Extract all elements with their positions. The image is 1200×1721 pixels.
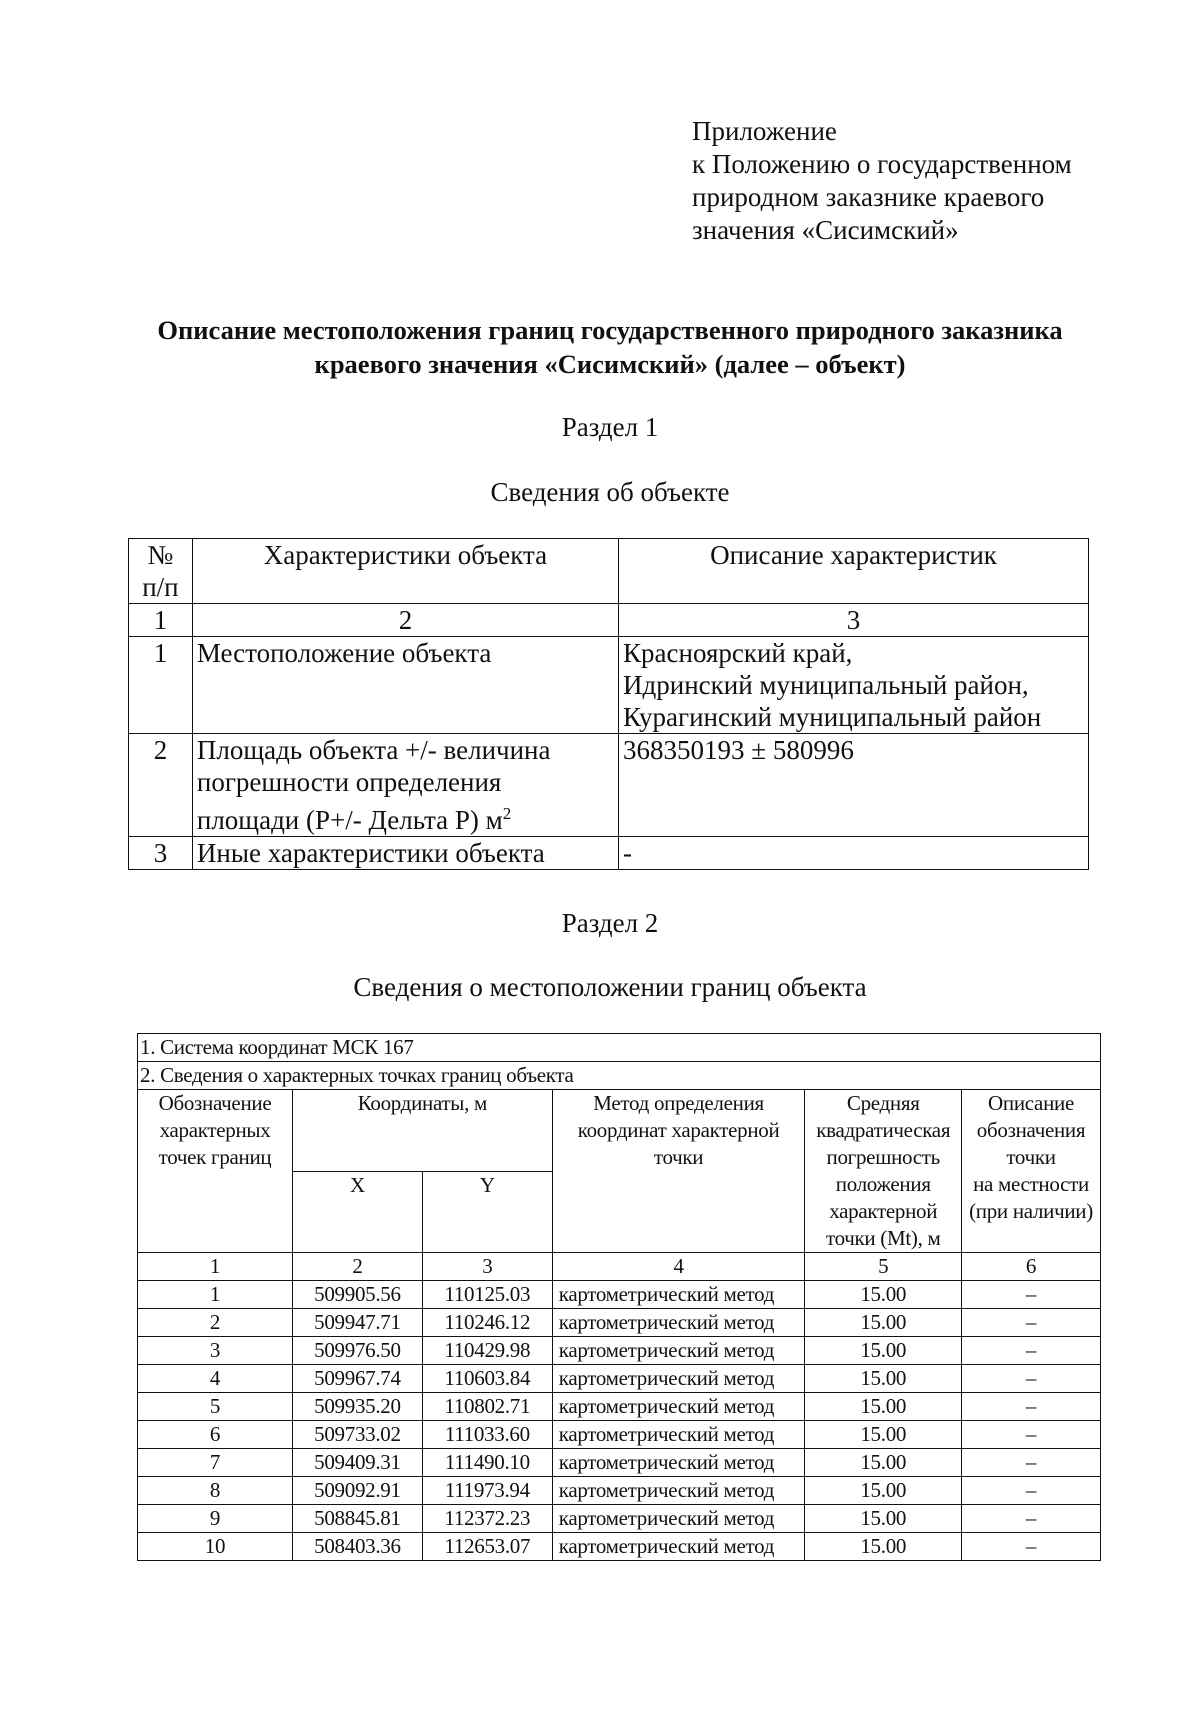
point-id: 6 [138, 1421, 293, 1449]
header-error [805, 1090, 962, 1253]
point-id: 3 [138, 1337, 293, 1365]
point-x: 509092.91 [292, 1477, 422, 1505]
table-row [138, 1365, 1101, 1393]
point-x: 509905.56 [292, 1281, 422, 1309]
point-x: 509976.50 [292, 1337, 422, 1365]
points-table-body [138, 1281, 1101, 1561]
coordinate-system: 1. Система координат МСК 167 [138, 1034, 1101, 1062]
characteristic-text: площади (Р+/- Дельта Р) м [196, 805, 503, 835]
appendix-note [692, 115, 1072, 247]
point-y: 111973.94 [422, 1477, 552, 1505]
characteristic-line: погрешности определения [196, 767, 502, 797]
column-number: 6 [962, 1253, 1101, 1281]
header-line: положения [835, 1172, 931, 1196]
boundary-points-table [137, 1033, 1101, 1561]
header-line: Описание [988, 1091, 1074, 1115]
table-header-row [138, 1090, 1101, 1172]
point-description: – [962, 1421, 1101, 1449]
point-error: 15.00 [805, 1421, 962, 1449]
point-method: картометрический метод [552, 1477, 805, 1505]
point-x: 509409.31 [292, 1449, 422, 1477]
row-description: - [619, 837, 1089, 870]
point-y: 110246.12 [422, 1309, 552, 1337]
point-description: – [962, 1449, 1101, 1477]
point-method: картометрический метод [552, 1505, 805, 1533]
header-x: X [292, 1171, 422, 1253]
description-line: Курагинский муниципальный район [623, 702, 1042, 732]
header-method [552, 1090, 805, 1253]
point-id: 5 [138, 1393, 293, 1421]
point-y: 110802.71 [422, 1393, 552, 1421]
header-line: точки [653, 1145, 704, 1169]
section1-heading: Раздел 1 [561, 412, 659, 442]
header-line: характерных [159, 1118, 271, 1142]
unit-superscript: 2 [502, 804, 512, 823]
point-error: 15.00 [805, 1365, 962, 1393]
table-row [138, 1337, 1101, 1365]
header-line: квадратическая [816, 1118, 951, 1142]
point-y: 110603.84 [422, 1365, 552, 1393]
document-title-line: краевого значения «Сисимский» (далее – объект) [314, 349, 906, 379]
point-y: 111033.60 [422, 1421, 552, 1449]
points-info-row [138, 1062, 1101, 1090]
table-row [138, 1533, 1101, 1561]
header-line: точки [1006, 1145, 1056, 1169]
point-y: 110429.98 [422, 1337, 552, 1365]
appendix-line: природном заказнике краевого [692, 182, 1045, 212]
point-description: – [962, 1393, 1101, 1421]
column-number: 5 [805, 1253, 962, 1281]
point-id: 1 [138, 1281, 293, 1309]
header-no-line: № [147, 540, 174, 570]
table-header-row [129, 539, 1089, 604]
point-method: картометрический метод [552, 1281, 805, 1309]
point-error: 15.00 [805, 1309, 962, 1337]
header-line: обозначения [976, 1118, 1086, 1142]
column-number: 2 [192, 604, 618, 637]
point-method: картометрический метод [552, 1365, 805, 1393]
point-id: 8 [138, 1477, 293, 1505]
point-x: 509733.02 [292, 1421, 422, 1449]
point-method: картометрический метод [552, 1533, 805, 1561]
appendix-line: Приложение [692, 116, 837, 146]
description-line: Красноярский край, [623, 638, 853, 668]
header-coordinates: Координаты, м [292, 1090, 552, 1172]
point-y: 111490.10 [422, 1449, 552, 1477]
point-description: – [962, 1505, 1101, 1533]
table-row [138, 1477, 1101, 1505]
column-number: 3 [422, 1253, 552, 1281]
header-line: погрешность [826, 1145, 940, 1169]
table-row [129, 637, 1089, 734]
point-x: 509967.74 [292, 1365, 422, 1393]
point-error: 15.00 [805, 1281, 962, 1309]
header-characteristic: Характеристики объекта [192, 539, 618, 604]
column-number: 3 [619, 604, 1089, 637]
point-description: – [962, 1477, 1101, 1505]
column-number: 1 [138, 1253, 293, 1281]
document-title-line: Описание местоположения границ государственного природного заказника [157, 315, 1063, 345]
row-description: 368350193 ± 580996 [619, 734, 1089, 837]
point-id: 9 [138, 1505, 293, 1533]
point-error: 15.00 [805, 1477, 962, 1505]
row-description [619, 637, 1089, 734]
characteristic-line [197, 798, 614, 836]
point-error: 15.00 [805, 1505, 962, 1533]
point-method: картометрический метод [552, 1421, 805, 1449]
point-error: 15.00 [805, 1533, 962, 1561]
header-line: на местности [973, 1172, 1089, 1196]
column-number: 2 [292, 1253, 422, 1281]
header-description: Описание характеристик [619, 539, 1089, 604]
header-line: точки (Mt), м [825, 1226, 941, 1250]
table-row [129, 837, 1089, 870]
row-characteristic: Местоположение объекта [192, 637, 618, 734]
appendix-line: к Положению о государственном [692, 149, 1072, 179]
table-row [138, 1449, 1101, 1477]
point-id: 4 [138, 1365, 293, 1393]
row-characteristic: Иные характеристики объекта [192, 837, 618, 870]
header-y: Y [422, 1171, 552, 1253]
header-designation [138, 1090, 293, 1253]
point-method: картометрический метод [552, 1393, 805, 1421]
header-line: Метод определения [593, 1091, 764, 1115]
point-description: – [962, 1337, 1101, 1365]
point-y: 112653.07 [422, 1533, 552, 1561]
point-error: 15.00 [805, 1393, 962, 1421]
object-info-table [128, 538, 1089, 870]
point-description: – [962, 1309, 1101, 1337]
table-row [138, 1281, 1101, 1309]
column-number: 4 [552, 1253, 805, 1281]
coordinate-system-row [138, 1034, 1101, 1062]
section2-heading: Раздел 2 [561, 908, 659, 938]
table-row [138, 1421, 1101, 1449]
point-id: 10 [138, 1533, 293, 1561]
point-error: 15.00 [805, 1449, 962, 1477]
table-row [129, 734, 1089, 837]
point-id: 2 [138, 1309, 293, 1337]
point-description: – [962, 1281, 1101, 1309]
point-x: 508403.36 [292, 1533, 422, 1561]
point-description: – [962, 1365, 1101, 1393]
point-error: 15.00 [805, 1337, 962, 1365]
point-description: – [962, 1533, 1101, 1561]
table-row [138, 1393, 1101, 1421]
point-x: 508845.81 [292, 1505, 422, 1533]
column-number-row [129, 604, 1089, 637]
description-line: Идринский муниципальный район, [623, 670, 1029, 700]
header-line: (при наличии) [969, 1199, 1093, 1223]
column-number: 1 [129, 604, 193, 637]
header-no-line: п/п [142, 572, 179, 602]
point-x: 509935.20 [292, 1393, 422, 1421]
point-x: 509947.71 [292, 1309, 422, 1337]
point-id: 7 [138, 1449, 293, 1477]
column-number-row [138, 1253, 1101, 1281]
table-row [138, 1505, 1101, 1533]
characteristic-line: Площадь объекта +/- величина [196, 735, 551, 765]
header-line: Средняя [846, 1091, 920, 1115]
point-method: картометрический метод [552, 1449, 805, 1477]
header-no [129, 539, 193, 604]
appendix-line: значения «Сисимский» [692, 215, 959, 245]
row-no: 3 [129, 837, 193, 870]
header-line: Обозначение [158, 1091, 272, 1115]
header-line: координат характерной [577, 1118, 780, 1142]
point-y: 112372.23 [422, 1505, 552, 1533]
row-no: 1 [129, 637, 193, 734]
header-line: характерной [829, 1199, 938, 1223]
points-info: 2. Сведения о характерных точках границ объекта [138, 1062, 1101, 1090]
point-y: 110125.03 [422, 1281, 552, 1309]
section1-subheading: Сведения об объекте [490, 477, 730, 507]
point-method: картометрический метод [552, 1309, 805, 1337]
row-characteristic [192, 734, 618, 837]
row-no: 2 [129, 734, 193, 837]
header-point-description [962, 1090, 1101, 1253]
point-method: картометрический метод [552, 1337, 805, 1365]
table-row [138, 1309, 1101, 1337]
section2-subheading: Сведения о местоположении границ объекта [353, 972, 867, 1002]
header-line: точек границ [158, 1145, 272, 1169]
document-title [60, 313, 1160, 381]
